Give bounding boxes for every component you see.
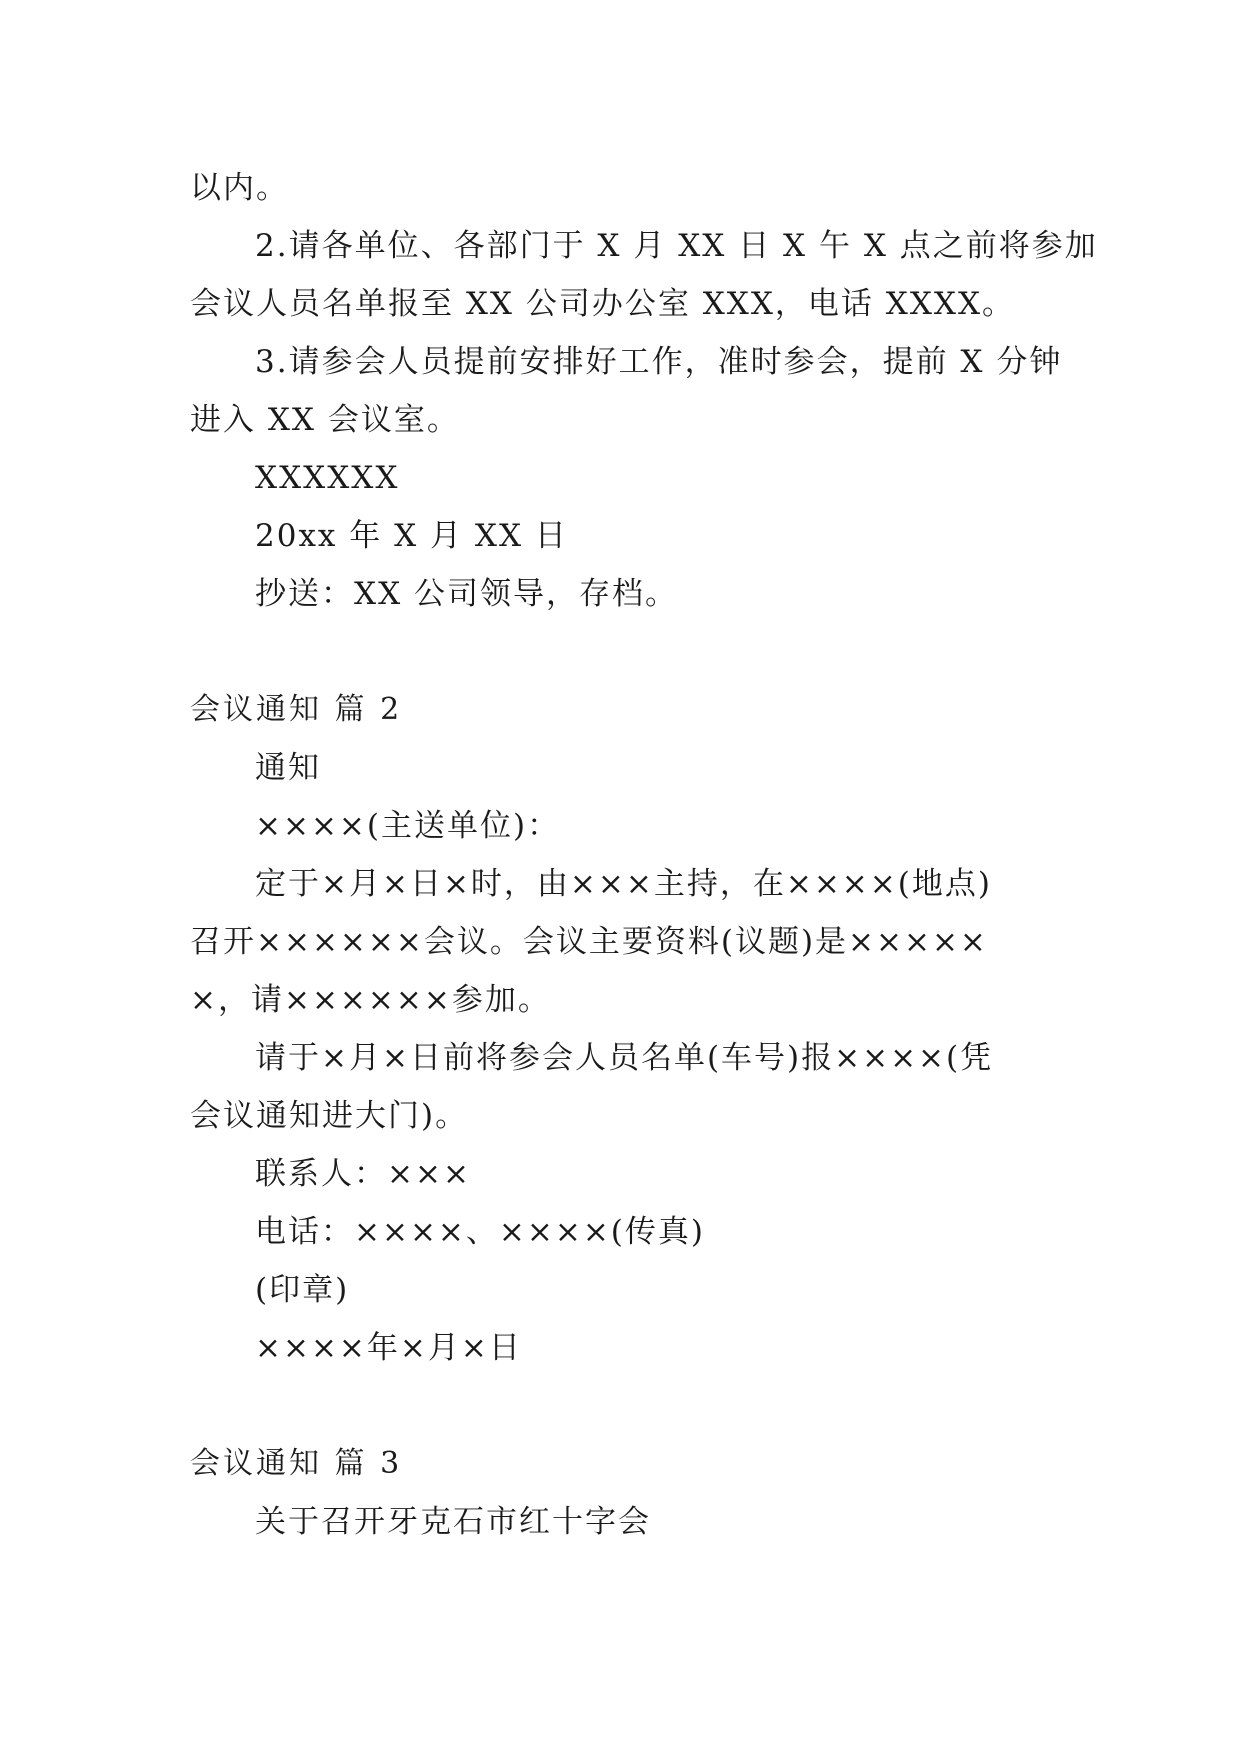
section3-title: 关于召开牙克石市红十字会 (255, 1504, 651, 1540)
para1-line3: ×，请××××××参加。 (190, 982, 551, 1018)
text-item3-line1: 3.请参会人员提前安排好工作，准时参会，提前 X 分钟 (255, 344, 1063, 380)
notice-title: 通知 (255, 750, 321, 786)
notice-date-text: ××××年×月×日 (255, 1330, 522, 1366)
text-item3-line2: 进入 XX 会议室。 (190, 402, 460, 438)
para1-line2: 召开××××××会议。会议主要资料(议题)是××××× (190, 924, 988, 960)
para1-line1: 定于×月×日×时，由×××主持，在××××(地点) (255, 866, 992, 902)
para2-line2: 会议通知进大门)。 (190, 1098, 469, 1134)
text-item2-line2: 会议人员名单报至 XX 公司办公室 XXX，电话 XXXX。 (190, 286, 1016, 322)
phone-text: 电话：××××、××××(传真) (255, 1214, 705, 1250)
text-line-end-of-item1: 以内。 (190, 170, 289, 206)
para2-line1: 请于×月×日前将参会人员名单(车号)报××××(凭 (255, 1040, 994, 1076)
seal-text: (印章) (255, 1272, 350, 1308)
section-heading-2: 会议通知 篇 2 (190, 692, 403, 727)
contact-text: 联系人：××× (255, 1156, 471, 1192)
cc-text: 抄送：XX 公司领导，存档。 (255, 576, 678, 612)
section-heading-3: 会议通知 篇 3 (190, 1446, 403, 1481)
signer-text: XXXXXX (255, 460, 400, 496)
recipient-text: ××××(主送单位)： (255, 808, 561, 844)
date-text: 20xx 年 X 月 XX 日 (255, 518, 568, 554)
text-item2-line1: 2.请各单位、各部门于 X 月 XX 日 X 午 X 点之前将参加 (255, 228, 1098, 264)
